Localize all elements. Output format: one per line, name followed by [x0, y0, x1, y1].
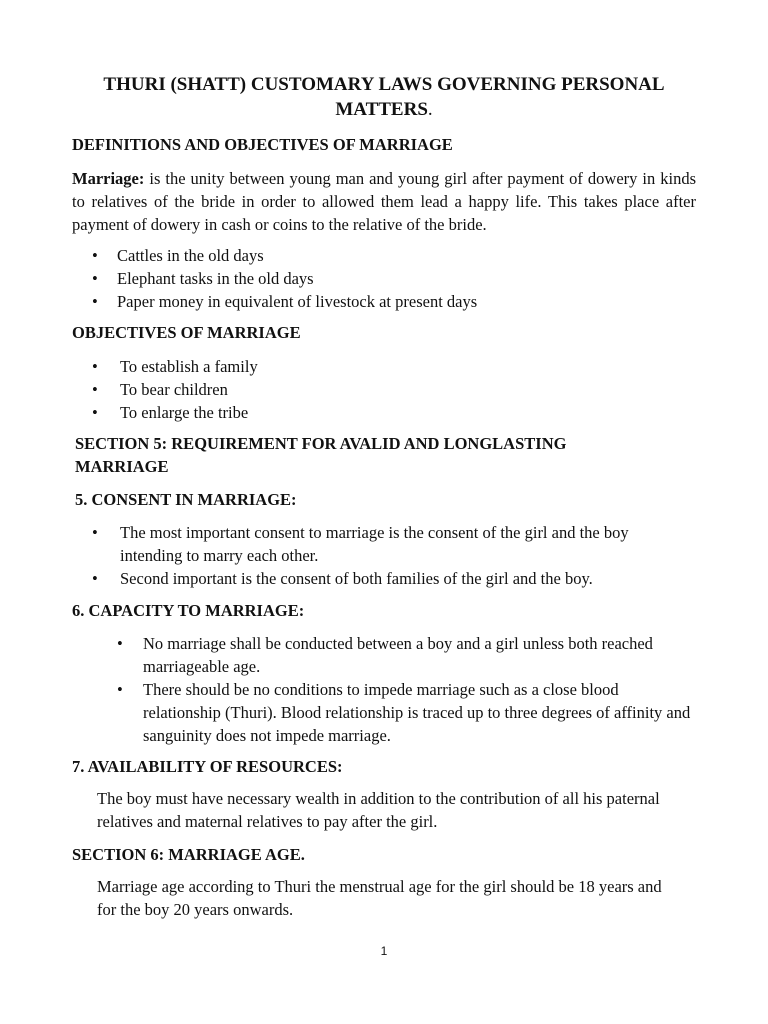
list-item	[117, 678, 697, 747]
consent-heading: 5. CONSENT IN MARRIAGE:	[75, 490, 297, 509]
list-item	[117, 632, 697, 678]
bullet-icon: •	[92, 523, 98, 542]
bullet-icon: •	[92, 380, 98, 399]
document-title-period: .	[427, 99, 433, 120]
bullet-icon: •	[117, 634, 123, 653]
document-title-text: THURI (SHATT) CUSTOMARY LAWS GOVERNING PERSONAL MATTERS	[103, 74, 665, 120]
list-item	[92, 355, 692, 378]
list-item-text: Cattles in the old days	[117, 246, 264, 265]
consent-list	[92, 521, 682, 590]
bullet-icon: •	[92, 357, 98, 376]
bullet-icon: •	[92, 292, 98, 311]
section5-heading: SECTION 5: REQUIREMENT FOR AVALID AND LONGLASTING MARRIAGE	[75, 434, 567, 476]
resources-heading: 7. AVAILABILITY OF RESOURCES:	[72, 757, 343, 776]
list-item	[92, 290, 692, 313]
bullet-icon: •	[92, 403, 98, 422]
document-title	[60, 72, 708, 122]
capacity-list	[117, 632, 697, 747]
resources-paragraph: The boy must have necessary wealth in addition to the contribution of all his paternal relatives and maternal relatives to pay after the girl.	[97, 789, 660, 831]
marriage-term: Marriage:	[72, 169, 145, 188]
bullet-icon: •	[92, 569, 98, 588]
dowery-list	[92, 244, 692, 313]
bullet-icon: •	[117, 680, 123, 699]
list-item-text: Paper money in equivalent of livestock at present days	[117, 292, 478, 311]
list-item	[92, 567, 682, 590]
list-item-text: Elephant tasks in the old days	[117, 269, 314, 288]
definitions-heading: DEFINITIONS AND OBJECTIVES OF MARRIAGE	[72, 135, 453, 154]
list-item-text: No marriage shall be conducted between a boy and a girl unless both reached marriageable age.	[143, 634, 653, 676]
list-item	[92, 244, 692, 267]
bullet-icon: •	[92, 246, 98, 265]
section6-heading: SECTION 6: MARRIAGE AGE.	[72, 845, 305, 864]
list-item	[92, 521, 682, 567]
list-item	[92, 401, 692, 424]
list-item-text: Second important is the consent of both families of the girl and the boy.	[120, 569, 593, 588]
marriage-definition-text: is the unity between young man and young girl after payment of dowery in kinds to relatives of the bride in order to allowed them lead a happy life. This takes place after payment of dowery in cash or coins to the relative of the bride.	[72, 169, 696, 234]
marriage-definition-paragraph	[72, 167, 696, 236]
capacity-heading: 6. CAPACITY TO MARRIAGE:	[72, 601, 305, 620]
objectives-list	[92, 355, 692, 424]
list-item-text: There should be no conditions to impede marriage such as a close blood relationship (Thuri). Blood relationship is traced up to three degrees of affinity and sanguinity does not impede marriage.	[143, 680, 691, 745]
list-item	[92, 378, 692, 401]
list-item-text: To enlarge the tribe	[120, 403, 249, 422]
bullet-icon: •	[92, 269, 98, 288]
list-item-text: The most important consent to marriage is the consent of the girl and the boy intending to marry each other.	[120, 523, 629, 565]
list-item-text: To establish a family	[120, 357, 258, 376]
list-item	[92, 267, 692, 290]
page-number: 1	[380, 944, 388, 958]
objectives-heading: OBJECTIVES OF MARRIAGE	[72, 323, 301, 342]
marriage-age-paragraph: Marriage age according to Thuri the menstrual age for the girl should be 18 years and for the boy 20 years onwards.	[97, 877, 662, 919]
list-item-text: To bear children	[120, 380, 228, 399]
